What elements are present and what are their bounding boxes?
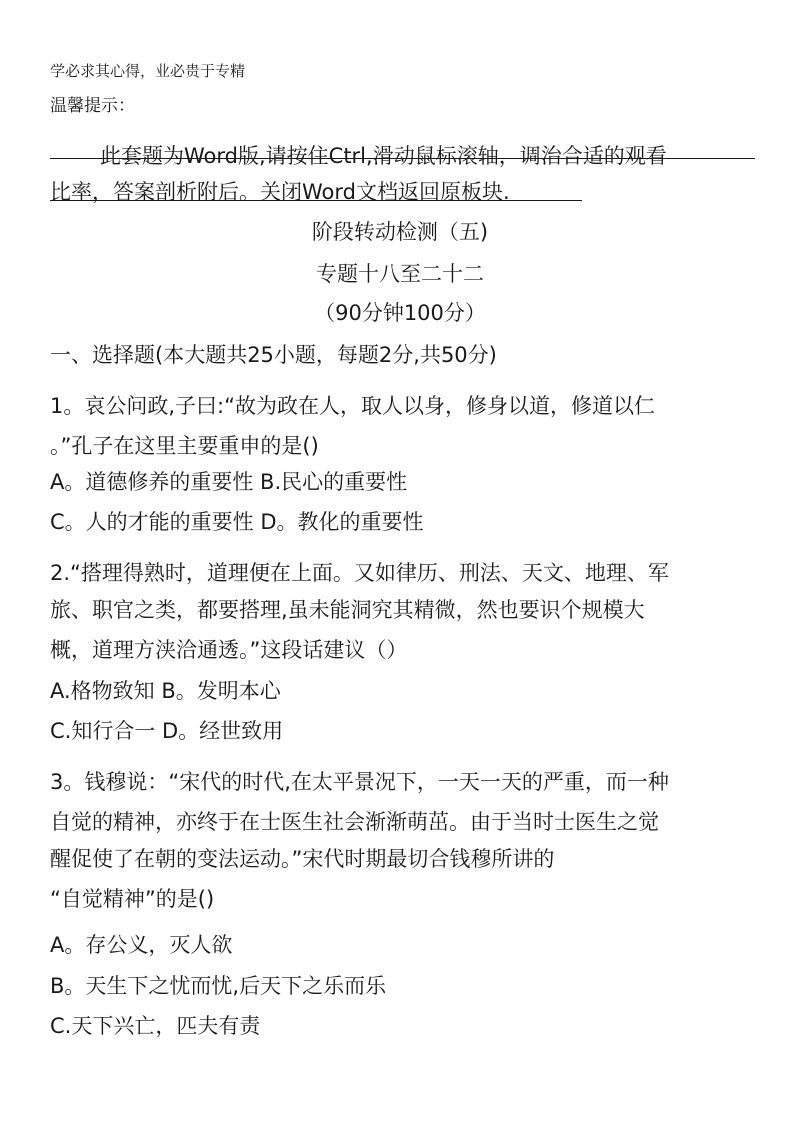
question-2-stem-line-1: 2.“搭理得熟时，道理便在上面。又如律历、刑法、天文、地理、军: [50, 561, 669, 585]
question-2-option-line-1: A.格物致知 B。发明本心: [50, 679, 281, 703]
notice-title: 温馨提示：: [50, 96, 135, 116]
notice-underline-1: [50, 158, 755, 159]
question-3-stem-line-2: 自觉的精神，亦终于在士医生社会渐渐萌茁。由于当时士医生之觉: [50, 810, 659, 834]
question-2-option-line-2: C.知行合一 D。经世致用: [50, 719, 284, 743]
question-3-stem-line-3: 醒促使了在朝的变法运动。”宋代时期最切合钱穆所讲的: [50, 847, 555, 871]
exam-subtitle: 专题十八至二十二: [316, 262, 484, 286]
question-3-option-line-1: A。存公义，灭人欲: [50, 933, 233, 957]
question-2-stem-line-3: 概，道理方浃洽通透。”这段话建议（）: [50, 638, 408, 662]
question-3-option-line-2: B。天生下之忧而忧,后天下之乐而乐: [50, 974, 387, 998]
question-1-option-line-2: C。人的才能的重要性 D。教化的重要性: [50, 510, 424, 534]
question-3-stem-line-1: 3。钱穆说：“宋代的时代,在太平景况下，一天一天的严重，而一种: [50, 770, 669, 794]
notice-underline-2: [50, 200, 582, 201]
question-2-stem-line-2: 旅、职官之类，都要搭理,虽未能洞究其精微，然也要识个规模大: [50, 598, 645, 622]
question-1-stem-line-1: 1。哀公问政,子曰:“故为政在人，取人以身，修身以道，修道以仁: [50, 394, 655, 418]
question-1-option-line-1: A。道德修养的重要性 B.民心的重要性: [50, 470, 408, 494]
question-3-option-line-3: C.天下兴亡，匹夫有责: [50, 1014, 261, 1038]
notice-line-2: 比率，答案剖析附后。关闭Word文档返回原板块.: [50, 180, 510, 204]
question-1-stem-line-2: 。”孔子在这里主要重申的是(): [50, 434, 319, 458]
question-3-stem-line-4: “自觉精神”的是(): [50, 887, 215, 911]
notice-line-1: 此套题为Word版,请按住Ctrl,滑动鼠标滚轴，调治合适的观看: [100, 144, 667, 168]
section-heading: 一、选择题(本大题共25小题，每题2分,共50分): [50, 343, 497, 367]
exam-time-score: （90分钟100分）: [314, 301, 486, 325]
header-motto: 学必求其心得，业必贵于专精: [50, 62, 246, 80]
exam-title: 阶段转动检测（五): [311, 220, 489, 244]
